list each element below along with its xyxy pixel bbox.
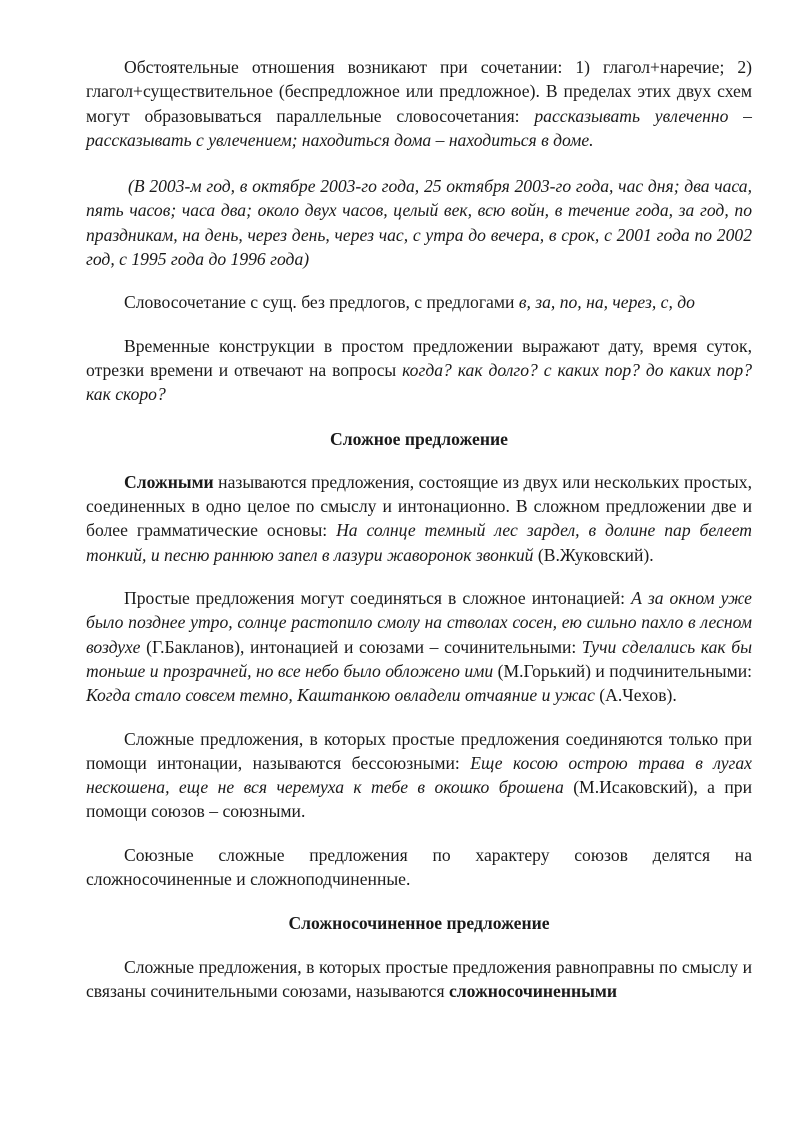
italic-example: когда? как долго? с каких пор? до каких пор? как скоро? <box>86 359 752 405</box>
section-heading-compound-sentence: Сложносочиненное предложение <box>288 913 550 934</box>
paragraph-conjunction-types: Союзные сложные предложения по характеру союзов делятся на сложносочиненные и сложноподчиненные. <box>86 844 752 890</box>
paragraph-time-constructions: Временные конструкции в простом предложении выражают дату, время суток, отрезки времени и отвечают на вопросы когда? как долго? с каких пор? до каких пор? как скоро? <box>86 335 752 405</box>
paragraph-time-examples <box>86 174 752 271</box>
bold-term: Сложными <box>124 471 214 492</box>
section-heading-complex-sentence: Сложное предложение <box>330 428 508 449</box>
italic-example: в, за, по, на, через, с, до <box>518 292 695 313</box>
paragraph-complex-definition: Сложными называются предложения, состоящие из двух или нескольких простых, соединенных в одно целое по смыслу и интонационно. В сложном предложении две и более грамматические основы: На солнце темный лес зардел, в долине пар белеет тонкий, и песню раннюю запел в лазури жаворонок звонкий (В.Жуковский). <box>86 471 752 565</box>
italic-example: Еще косою острою трава в лугах нескошена, еще не вся черемуха к тебе в окошко брошена <box>86 752 752 798</box>
paragraph-circumstantial-relations: Обстоятельные отношения возникают при сочетании: 1) глагол+наречие; 2) глагол+существительное (беспредложное или предложное). В пределах этих двух схем могут образовываться параллельные словосочетания: рассказывать увлеченно – рассказывать с увлечением; находиться дома – находиться в доме. <box>86 57 752 150</box>
paragraph-prepositions: Словосочетание с сущ. без предлогов, с предлогами в, за, по, на, через, с, до <box>124 292 695 313</box>
italic-example: А за окном уже было позднее утро, солнце растопило смолу на стволах сосен, ею сильно пахло в лесном воздухе <box>86 588 752 657</box>
bold-term: сложносочиненными <box>448 980 617 1001</box>
italic-example: (В 2003-м год, в октябре 2003-го года, 25 октября 2003-го года, час дня; два часа, пять часов; часа два; около двух часов, целый век, всю войн, в течение года, за год, по праздникам, на день, через день, через час, с утра до вечера, в срок, с 2001 года по 2002 год, с 1995 года до 1996 года) <box>86 176 752 270</box>
italic-example: Когда стало совсем темно, Каштанкою овладели отчаяние и ужас <box>86 685 595 706</box>
paragraph-asyndetic: Сложные предложения, в которых простые предложения соединяются только при помощи интонации, называются бессоюзными: Еще косою острою трава в лугах нескошена, еще не вся черемуха к тебе в окошко брошена (М.Исаковский), а при помощи союзов – союзными. <box>86 728 753 822</box>
italic-example: Тучи сделались как бы тоньше и прозрачней, но все небо было обложено ими <box>86 636 752 681</box>
italic-example: На солнце темный лес зардел, в долине пар белеет тонкий, и песню раннюю запел в лазури жаворонок звонкий <box>86 520 752 565</box>
paragraph-intonation-joining: Простые предложения могут соединяться в сложное интонацией: А за окном уже было позднее утро, солнце растопило смолу на стволах сосен, ею сильно пахло в лесном воздухе (Г.Бакланов), интонацией и союзами – сочинительными: Тучи сделались как бы тоньше и прозрачней, но все небо было обложено ими (М.Горький) и подчинительными: Когда стало совсем темно, Каштанкою овладели отчаяние и ужас (А.Чехов). <box>86 588 753 706</box>
paragraph-compound-definition: Сложные предложения, в которых простые предложения равноправны по смыслу и связаны сочинительными союзами, называются сложносочиненными <box>86 956 752 1001</box>
italic-example: рассказывать увлеченно – рассказывать с увлечением; находиться дома – находиться в доме. <box>86 105 752 150</box>
